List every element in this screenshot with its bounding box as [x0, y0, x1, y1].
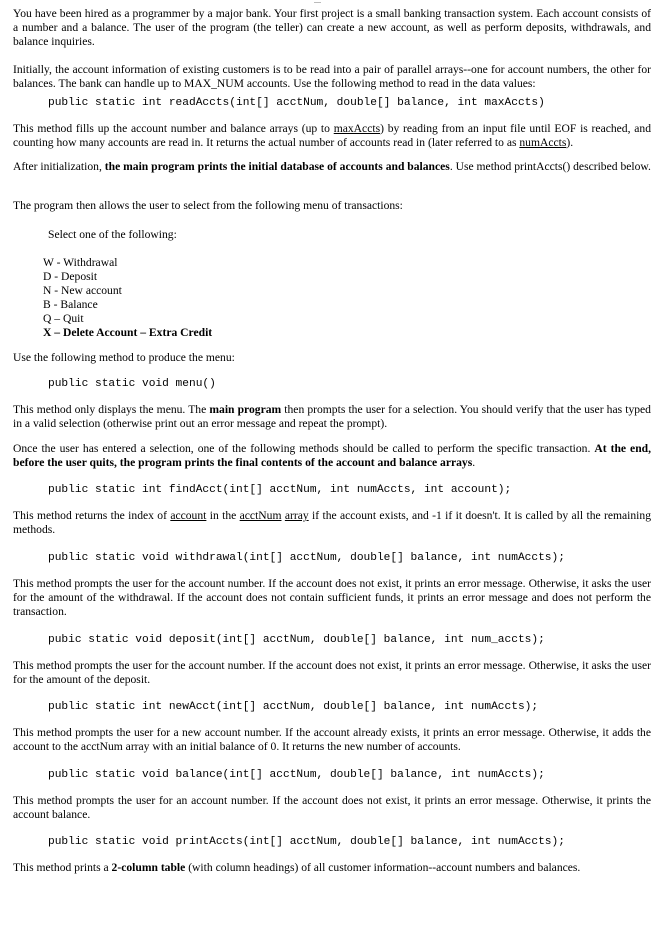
- menu-intro-paragraph: The program then allows the user to select from the following menu of transactions:: [13, 199, 403, 212]
- code-readaccts: public static int readAccts(int[] acctNum, double[] balance, int maxAccts): [48, 97, 545, 109]
- code-newacct: public static int newAcct(int[] acctNum, double[] balance, int numAccts);: [48, 701, 539, 713]
- intro-paragraph: You have been hired as a programmer by a major bank. Your first project is a small banking transaction system. Each account consists of a number and a balance. The user of the program (the teller) can create a new account, as well as perform deposits, withdrawals, and balance inquiries.: [13, 7, 651, 48]
- menu-item-quit: Q – Quit: [43, 312, 84, 325]
- findacct-description: This method returns the index of account in the acctNum array if the account exists, and -1 if it doesn't. It is called by all the remaining methods.: [13, 509, 651, 536]
- deposit-description: This method prompts the user for the account number. If the account does not exist, it prints an error message. Otherwise, it asks the user for the amount of the deposit.: [13, 659, 651, 686]
- menu-method-paragraph: Use the following method to produce the menu:: [13, 351, 235, 364]
- menu-item-withdrawal: W - Withdrawal: [43, 256, 118, 269]
- code-menu: public static void menu(): [48, 378, 216, 390]
- code-withdrawal: public static void withdrawal(int[] acctNum, double[] balance, int numAccts);: [48, 552, 565, 564]
- code-findacct: public static int findAcct(int[] acctNum, int numAccts, int account);: [48, 484, 512, 496]
- code-balance: public static void balance(int[] acctNum, double[] balance, int numAccts);: [48, 769, 545, 781]
- withdrawal-description: This method prompts the user for the account number. If the account does not exist, it prints an error message. Otherwise, it asks the user for the amount of the withdrawal. If the account does not contain sufficient funds, it prints an error message and does not perform the transaction.: [13, 577, 651, 618]
- readaccts-description: This method fills up the account number and balance arrays (up to maxAccts) by reading from an input file until EOF is reached, and counting how many accounts are read in. It returns the actual number of accounts read in (later referred to as numAccts).: [13, 122, 651, 149]
- header-rule: [314, 2, 321, 3]
- menu-list: [43, 256, 663, 340]
- menu-item-deposit: D - Deposit: [43, 270, 98, 283]
- printaccts-description: This method prints a 2-column table (with column headings) of all customer information--account numbers and balances.: [13, 861, 581, 874]
- newacct-description: This method prompts the user for a new account number. If the account already exists, it prints an error message. Otherwise, it adds the account to the acctNum array with an initial balance of 0. It returns the new number of accounts.: [13, 726, 651, 753]
- menu-item-balance: B - Balance: [43, 298, 98, 311]
- menu-description: This method only displays the menu. The main program then prompts the user for a selection. You should verify that the user has typed in a valid selection (otherwise print out an error message and repeat the prompt).: [13, 403, 651, 430]
- menu-item-new-account: N - New account: [43, 284, 122, 297]
- code-deposit: pubic static void deposit(int[] acctNum, double[] balance, int num_accts);: [48, 634, 545, 646]
- initialization-paragraph: After initialization, the main program prints the initial database of accounts and balances. Use method printAccts() described below.: [13, 160, 651, 173]
- arrays-paragraph: Initially, the account information of existing customers is to be read into a pair of parallel arrays--one for account numbers, the other for balances. The bank can handle up to MAX_NUM accounts. Use the following method to read in the data values:: [13, 63, 651, 90]
- menu-heading: Select one of the following:: [48, 228, 177, 241]
- balance-description: This method prompts the user for an account number. If the account does not exist, it prints an error message. Otherwise, it prints the account balance.: [13, 794, 651, 821]
- menu-item-delete-account: X – Delete Account – Extra Credit: [43, 326, 213, 339]
- code-printaccts: public static void printAccts(int[] acctNum, double[] balance, int numAccts);: [48, 836, 565, 848]
- selection-paragraph: Once the user has entered a selection, one of the following methods should be called to perform the specific transaction. At the end, before the user quits, the program prints the final contents of the account and balance arrays.: [13, 442, 651, 469]
